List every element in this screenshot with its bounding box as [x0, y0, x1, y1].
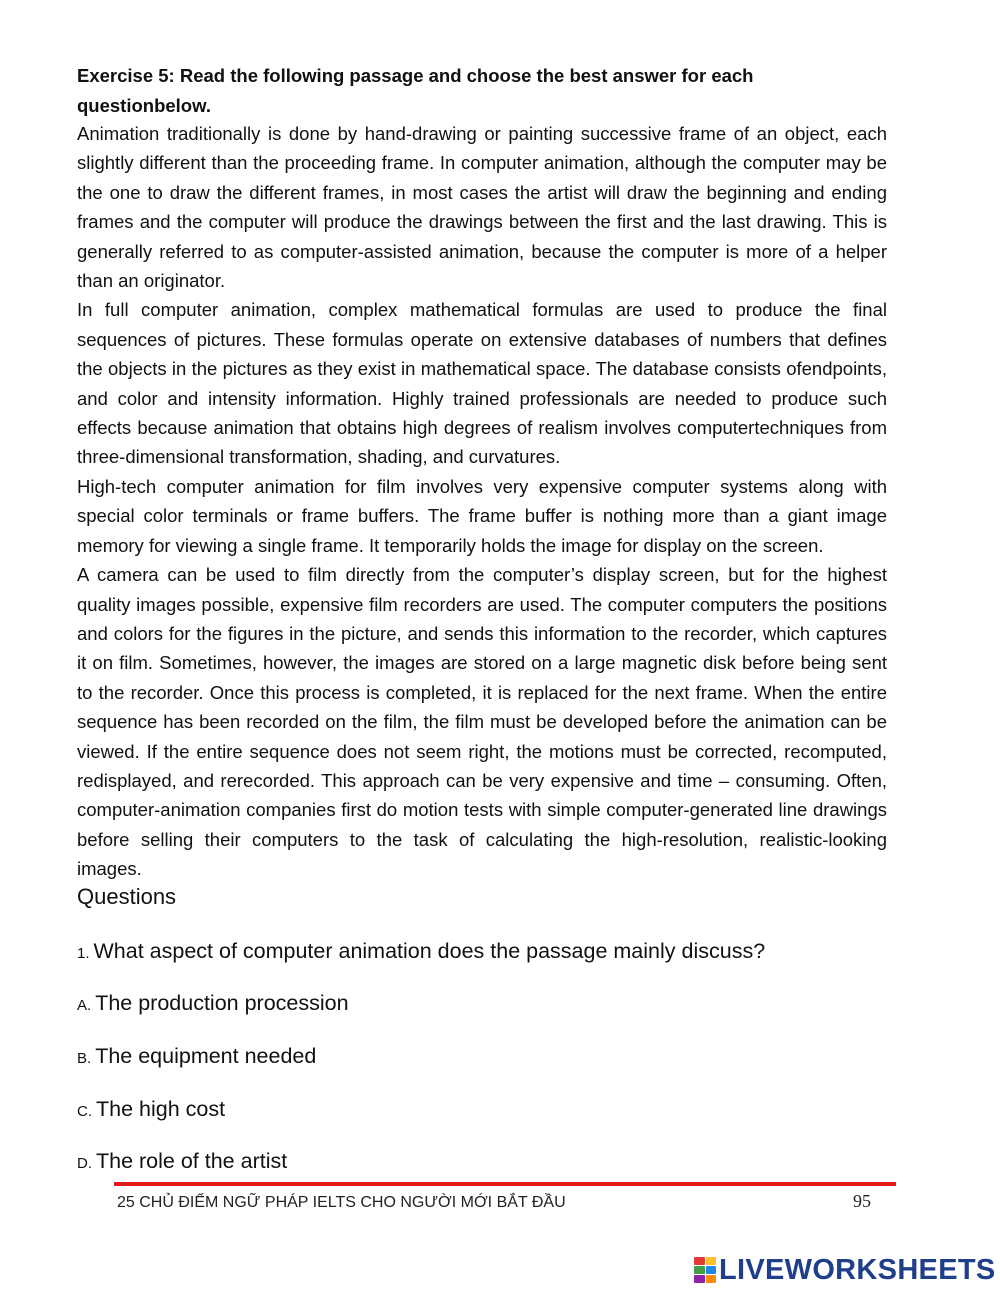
mark-block [694, 1257, 705, 1265]
option-text: The production procession [95, 991, 349, 1015]
footer-book-title: 25 CHỦ ĐIỂM NGỮ PHÁP IELTS CHO NGƯỜI MỚI BẮT ĐẦU [117, 1194, 566, 1211]
question-number: 1. [77, 945, 90, 962]
questions-heading: Questions [77, 884, 177, 909]
option-text: The role of the artist [96, 1149, 288, 1173]
option-text: The high cost [96, 1097, 226, 1121]
question-text: What aspect of computer animation does the passage mainly discuss? [93, 939, 766, 963]
answer-option-c[interactable] [77, 1095, 225, 1126]
passage-paragraph-3: High-tech computer animation for film involves very expensive computer systems along with special color terminals or frame buffers. The frame buffer is nothing more than a giant image memory for viewing a single frame. It temporarily holds the image for display on the screen. [77, 475, 887, 556]
passage-paragraph-2: In full computer animation, complex mathematical formulas are used to produce the final sequences of pictures. These formulas operate on extensive databases of numbers that defines the objects in the pictures as they exist in mathematical space. The database consists ofendpoints, and color and intensity information. Highly trained professionals are needed to produce such effects because animation that obtains high degrees of realism involves computertechniques from three-dimensional transformation, shading, and curvatures. [77, 299, 887, 468]
mark-block [706, 1275, 717, 1283]
option-letter: C. [77, 1103, 92, 1120]
answer-option-a[interactable] [77, 989, 349, 1020]
mark-block [706, 1266, 717, 1274]
option-letter: D. [77, 1155, 92, 1172]
liveworksheets-mark-icon [694, 1257, 716, 1283]
answer-option-d[interactable] [77, 1147, 287, 1178]
liveworksheets-logo [694, 1254, 996, 1286]
mark-block [694, 1266, 705, 1274]
footer-divider [114, 1182, 896, 1186]
option-letter: A. [77, 997, 92, 1014]
answer-option-b[interactable] [77, 1042, 316, 1073]
passage-paragraph-1: Animation traditionally is done by hand-drawing or painting successive frame of an object, each slightly different than the proceeding frame. In computer animation, although the computer may be the one to draw the different frames, in most cases the artist will draw the beginning and ending frames and the computer will produce the drawings between the first and the last drawing. This is generally referred to as computer-assisted animation, because the computer is more of a helper than an originator. [77, 123, 887, 292]
exercise-title: Exercise 5: Read the following passage and choose the best answer for each questionbelow. [77, 65, 754, 116]
mark-block [706, 1257, 717, 1265]
mark-block [694, 1275, 705, 1283]
option-letter: B. [77, 1050, 92, 1067]
page-number: 95 [853, 1191, 871, 1211]
liveworksheets-wordmark: LIVEWORKSHEETS [719, 1254, 996, 1286]
passage-paragraph-4: A camera can be used to film directly from the computer’s display screen, but for the highest quality images possible, expensive film recorders are used. The computer computers the positions and colors for the figures in the picture, and sends this information to the recorder, which captures it on film. Sometimes, however, the images are stored on a large magnetic disk before being sent to the recorder. Once this process is completed, it is replaced for the next frame. When the entire sequence has been recorded on the film, the film must be developed before the animation can be viewed. If the entire sequence does not seem right, the motions must be corrected, recomputed, redisplayed, and rerecorded. This approach can be very expensive and time – consuming. Often, computer-animation companies first do motion tests with simple computer-generated line drawings before selling their computers to the task of calculating the high-resolution, realistic-looking images. [77, 564, 887, 880]
question-1 [77, 937, 765, 968]
option-text: The equipment needed [95, 1044, 317, 1068]
reading-passage [77, 119, 887, 884]
